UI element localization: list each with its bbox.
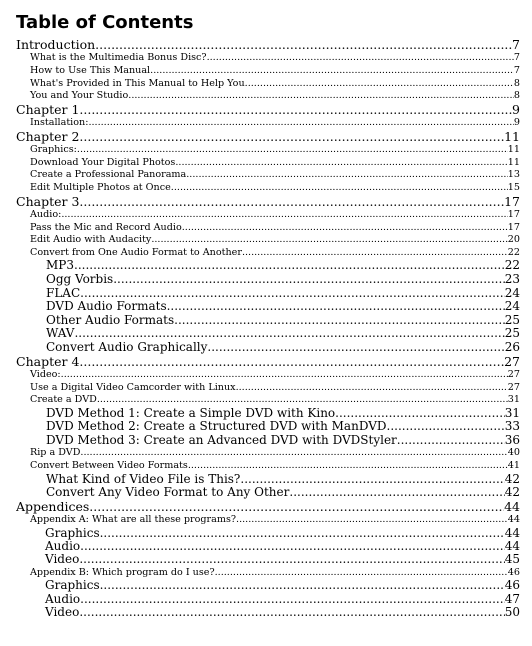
toc-entry-text: Other Audio Formats	[46, 313, 175, 327]
toc-dot-leader	[97, 394, 508, 407]
toc-page-number: 46	[504, 579, 520, 593]
toc-dot-leader	[61, 209, 507, 222]
toc-page-number: 17	[504, 194, 520, 209]
toc-dot-leader	[80, 447, 507, 460]
toc-entry[interactable]	[16, 394, 520, 407]
toc-dot-leader	[80, 540, 505, 553]
toc-entry[interactable]	[16, 567, 520, 580]
toc-dot-leader	[79, 355, 504, 369]
toc-page-number: 27	[507, 368, 520, 380]
toc-entry-text: Audio	[45, 592, 81, 606]
toc-entry-text: Convert Audio Graphically	[46, 340, 208, 354]
toc-entry[interactable]	[16, 38, 520, 52]
toc-page-number: 11	[507, 144, 520, 156]
toc-entry-text: Video	[45, 553, 80, 567]
toc-page-number: 8	[513, 90, 520, 102]
toc-page-number: 44	[507, 514, 520, 526]
toc-entry[interactable]	[16, 527, 520, 540]
toc-entry[interactable]	[16, 259, 520, 273]
toc-dot-leader	[245, 78, 514, 91]
toc-dot-leader	[175, 157, 507, 170]
toc-entry-text: Convert from One Audio Format to Another	[30, 246, 242, 258]
toc-page-number: 42	[504, 472, 520, 486]
toc-page-number: 23	[504, 272, 520, 286]
toc-entry[interactable]	[16, 182, 520, 195]
toc-dot-leader	[174, 314, 505, 328]
toc-entry[interactable]	[16, 420, 520, 434]
toc-entry[interactable]	[16, 593, 520, 606]
toc-entry[interactable]	[16, 382, 520, 395]
toc-dot-leader	[335, 407, 505, 421]
toc-entry[interactable]	[16, 355, 520, 369]
toc-dot-leader	[207, 341, 504, 355]
toc-entry-text: Introduction	[16, 38, 96, 52]
toc-entry-text: Chapter 2	[16, 129, 80, 144]
toc-page-number: 22	[504, 259, 520, 273]
toc-entry-text: Appendices	[16, 499, 90, 514]
toc-page-number: 33	[504, 420, 520, 434]
toc-entry-text: Chapter 1	[16, 102, 80, 117]
toc-entry-text: Chapter 3	[16, 194, 80, 209]
toc-dot-leader	[128, 90, 514, 103]
toc-entry-text: Installation:	[30, 117, 89, 129]
toc-page-number: 31	[504, 406, 520, 420]
toc-entry-text: You and Your Studio	[30, 90, 129, 102]
toc-entry-text: Create a Professional Panorama	[30, 169, 187, 181]
toc-entry-text: What is the Multimedia Bonus Disc?	[30, 52, 207, 64]
toc-page-number: 45	[504, 553, 520, 567]
toc-dot-leader	[167, 300, 505, 314]
toc-list	[16, 38, 520, 619]
toc-entry[interactable]	[16, 514, 520, 527]
toc-entry[interactable]	[16, 52, 520, 65]
document-page	[16, 12, 520, 619]
toc-page-number: 44	[504, 540, 520, 554]
toc-entry[interactable]	[16, 460, 520, 473]
toc-entry[interactable]	[16, 540, 520, 553]
toc-dot-leader	[80, 593, 505, 606]
toc-page-number: 7	[512, 38, 520, 52]
toc-entry[interactable]	[16, 553, 520, 566]
toc-entry[interactable]	[16, 273, 520, 287]
toc-entry-text: FLAC	[46, 286, 81, 300]
toc-page-number: 11	[504, 129, 520, 144]
toc-entry-text: Video	[45, 605, 80, 619]
toc-entry-text: Convert Any Video Format to Any Other	[46, 486, 290, 500]
toc-entry[interactable]	[16, 473, 520, 487]
toc-page-number: 44	[504, 499, 520, 514]
toc-entry[interactable]	[16, 157, 520, 170]
toc-entry[interactable]	[16, 247, 520, 260]
toc-entry-text: Convert Between Video Formats	[30, 460, 188, 472]
toc-entry[interactable]	[16, 369, 520, 382]
toc-dot-leader	[74, 327, 504, 341]
toc-entry[interactable]	[16, 117, 520, 130]
toc-entry[interactable]	[16, 209, 520, 222]
toc-dot-leader	[150, 65, 514, 78]
toc-entry[interactable]	[16, 130, 520, 144]
toc-page-number: 41	[507, 460, 520, 472]
toc-page-number: 25	[504, 327, 520, 341]
toc-entry-text: Video:	[30, 368, 61, 380]
toc-dot-leader	[240, 473, 504, 487]
toc-page-number: 17	[507, 221, 520, 233]
toc-dot-leader	[215, 567, 508, 580]
toc-dot-leader	[88, 117, 513, 130]
toc-dot-leader	[113, 273, 505, 287]
toc-dot-leader	[188, 460, 508, 473]
toc-entry[interactable]	[16, 341, 520, 355]
toc-entry-text: Use a Digital Video Camcorder with Linux	[30, 381, 236, 393]
toc-entry-text: Create a DVD	[30, 394, 97, 406]
toc-page-number: 31	[507, 394, 520, 406]
toc-entry[interactable]	[16, 78, 520, 91]
toc-entry-text: Pass the Mic and Record Audio	[30, 221, 182, 233]
toc-entry-text: DVD Audio Formats	[46, 300, 167, 314]
toc-entry[interactable]	[16, 195, 520, 209]
toc-page-number: 47	[504, 592, 520, 606]
toc-entry[interactable]	[16, 434, 520, 448]
toc-dot-leader	[151, 234, 507, 247]
toc-dot-leader	[387, 420, 505, 434]
toc-entry[interactable]	[16, 500, 520, 514]
toc-dot-leader	[289, 486, 504, 500]
toc-entry-text: Graphics:	[30, 144, 77, 156]
toc-entry[interactable]	[16, 579, 520, 592]
toc-page-number: 40	[507, 447, 520, 459]
toc-entry[interactable]	[16, 65, 520, 78]
toc-entry[interactable]	[16, 144, 520, 157]
toc-page-number: 27	[504, 354, 520, 369]
toc-entry-text: Ogg Vorbis	[46, 272, 114, 286]
toc-page-number: 26	[504, 340, 520, 354]
toc-dot-leader	[79, 606, 504, 619]
toc-dot-leader	[79, 553, 504, 566]
toc-dot-leader	[79, 130, 504, 144]
toc-entry-text: Graphics	[45, 526, 100, 540]
toc-page-number: 24	[504, 286, 520, 300]
toc-entry-text: Audio	[45, 540, 81, 554]
toc-page-number: 42	[504, 486, 520, 500]
toc-dot-leader	[236, 382, 508, 395]
toc-page-number: 13	[507, 169, 520, 181]
toc-entry-text: DVD Method 3: Create an Advanced DVD with DVDStyler	[46, 433, 397, 447]
toc-entry[interactable]	[16, 486, 520, 500]
toc-dot-leader	[77, 144, 508, 157]
toc-entry-text: Edit Audio with Audacity	[30, 234, 152, 246]
toc-entry[interactable]	[16, 447, 520, 460]
toc-entry-text: DVD Method 1: Create a Simple DVD with Kino	[46, 406, 336, 420]
toc-page-number: 9	[512, 102, 520, 117]
toc-page-number: 15	[507, 181, 520, 193]
toc-entry-text: Graphics	[45, 579, 100, 593]
toc-entry-text: Chapter 4	[16, 354, 80, 369]
toc-dot-leader	[79, 195, 504, 209]
toc-dot-leader	[242, 247, 508, 260]
toc-page-number: 24	[504, 300, 520, 314]
toc-entry-text: Appendix A: What are all these programs?	[30, 514, 237, 526]
toc-page-number: 8	[513, 77, 520, 89]
toc-page-number: 44	[504, 526, 520, 540]
toc-entry[interactable]	[16, 222, 520, 235]
toc-page-number: 9	[513, 117, 520, 129]
toc-page-number: 25	[504, 313, 520, 327]
toc-entry-text: WAV	[46, 327, 75, 341]
toc-dot-leader	[79, 103, 512, 117]
toc-page-number: 27	[507, 381, 520, 393]
toc-entry[interactable]	[16, 234, 520, 247]
toc-dot-leader	[80, 287, 505, 301]
toc-page-number: 50	[504, 605, 520, 619]
toc-dot-leader	[100, 527, 505, 540]
toc-dot-leader	[74, 259, 505, 273]
toc-entry-text: What's Provided in This Manual to Help You	[30, 77, 245, 89]
toc-dot-leader	[397, 434, 505, 448]
toc-page-number: 36	[504, 433, 520, 447]
toc-dot-leader	[186, 169, 508, 182]
toc-dot-leader	[89, 500, 504, 514]
toc-dot-leader	[182, 222, 508, 235]
toc-entry[interactable]	[16, 327, 520, 341]
toc-entry-text: How to Use This Manual	[30, 65, 151, 76]
toc-page-number: 22	[507, 246, 520, 258]
toc-entry-text: Edit Multiple Photos at Once	[30, 181, 171, 193]
toc-entry[interactable]	[16, 287, 520, 301]
toc-entry[interactable]	[16, 90, 520, 103]
toc-page-number: 46	[507, 566, 520, 578]
toc-dot-leader	[61, 369, 508, 382]
toc-entry-text: MP3	[46, 259, 74, 273]
toc-entry-text: Download Your Digital Photos	[30, 156, 176, 168]
toc-title: Table of Contents	[16, 12, 194, 33]
toc-dot-leader	[171, 182, 508, 195]
toc-entry[interactable]	[16, 169, 520, 182]
toc-entry-text: Appendix B: Which program do I use?	[30, 566, 215, 578]
toc-entry[interactable]	[16, 103, 520, 117]
toc-entry-text: DVD Method 2: Create a Structured DVD with ManDVD	[46, 420, 387, 434]
toc-page-number: 17	[507, 208, 520, 220]
toc-entry[interactable]	[16, 407, 520, 421]
toc-entry[interactable]	[16, 314, 520, 328]
toc-page-number: 11	[507, 156, 520, 168]
toc-entry-text: Rip a DVD	[30, 447, 81, 459]
toc-dot-leader	[95, 38, 512, 52]
toc-entry-text: What Kind of Video File is This?	[46, 472, 241, 486]
toc-dot-leader	[236, 514, 508, 527]
toc-page-number: 20	[507, 234, 520, 246]
toc-entry[interactable]	[16, 606, 520, 619]
toc-entry-text: Audio:	[30, 208, 62, 220]
toc-entry[interactable]	[16, 300, 520, 314]
toc-page-number: 7	[513, 65, 520, 76]
toc-page-number: 7	[513, 52, 520, 64]
toc-dot-leader	[100, 579, 505, 592]
toc-dot-leader	[207, 52, 514, 65]
